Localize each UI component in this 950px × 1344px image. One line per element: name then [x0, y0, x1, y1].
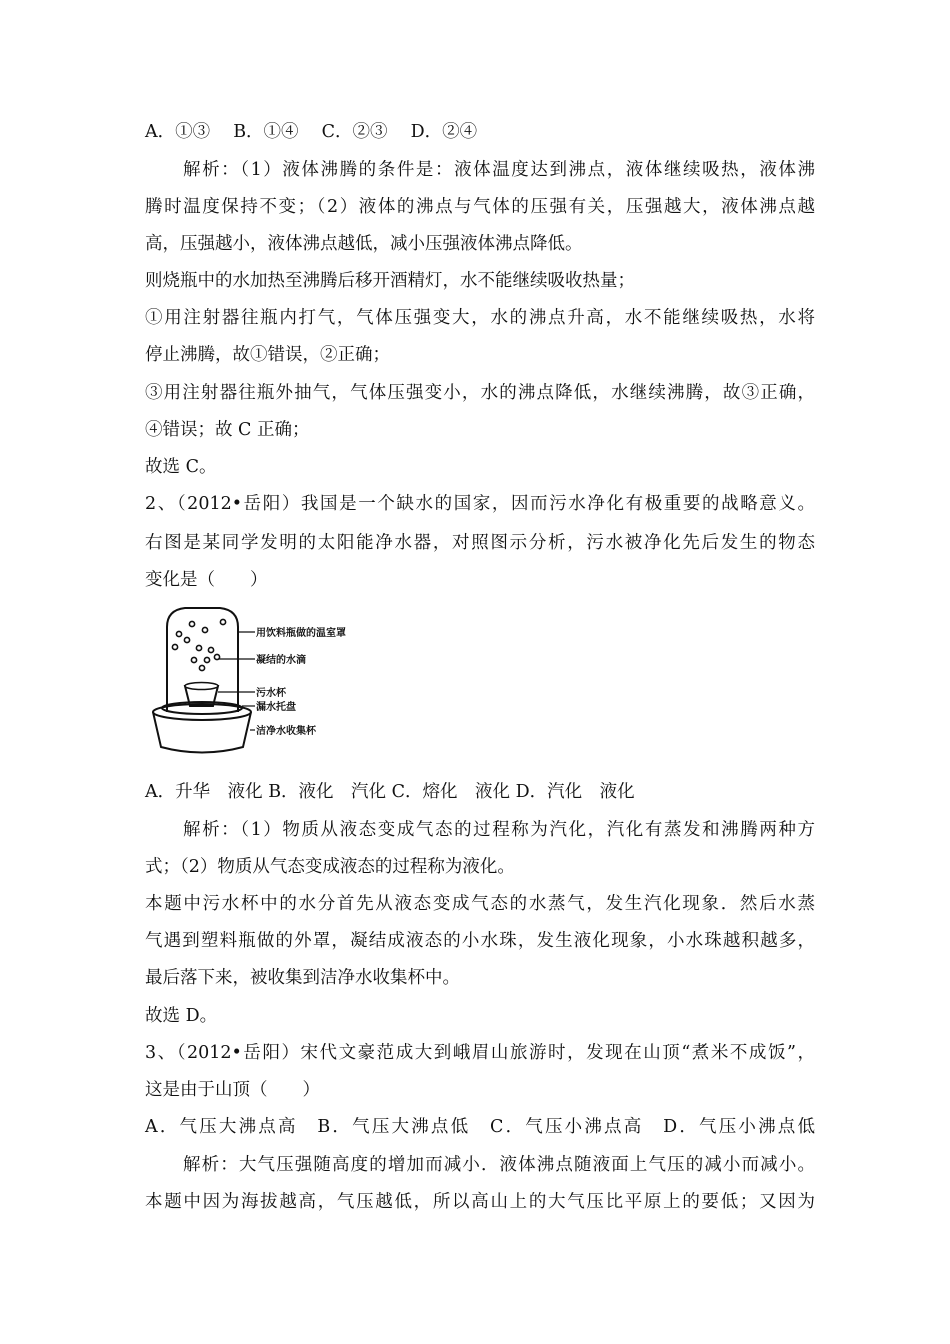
q3-analysis-line: 解析：大气压强随高度的增加而减小．液体沸点随液面上气压的减小而减小。	[183, 1155, 815, 1175]
q2-analysis-line: 式；（2）物质从气态变成液态的过程称为液化。	[145, 857, 515, 877]
q2-stem-line: 变化是（ ）	[145, 570, 268, 590]
solar-water-purifier-figure	[145, 602, 375, 762]
q1-analysis-line: 解析：（1）液体沸腾的条件是：液体温度达到沸点，液体继续吸热，液体沸	[183, 160, 815, 180]
figure-label-dome: 用饮料瓶做的温室罩	[256, 628, 346, 639]
q2-analysis-line: 最后落下来，被收集到洁净水收集杯中。	[145, 968, 460, 988]
q1-options: A．①③ B．①④ C．②③ D．②④	[145, 122, 478, 142]
figure-label-tray: 漏水托盘	[256, 702, 296, 713]
q3-stem-line: 3、（2012•岳阳）宋代文豪范成大到峨眉山旅游时，发现在山顶“煮米不成饭”，	[145, 1043, 815, 1063]
q3-analysis-line: 本题中因为海拔越高，气压越低，所以高山上的大气压比平原上的要低；又因为	[145, 1192, 815, 1212]
q1-analysis-line: ③用注射器往瓶外抽气，气体压强变小，水的沸点降低，水继续沸腾，故③正确，	[145, 383, 815, 403]
q1-analysis-line: 停止沸腾，故①错误，②正确；	[145, 345, 390, 365]
q2-stem-line: 2、（2012•岳阳）我国是一个缺水的国家，因而污水净化有极重要的战略意义。	[145, 494, 815, 514]
purifier-diagram	[145, 602, 375, 762]
q1-analysis-line: 腾时温度保持不变；（2）液体的沸点与气体的压强有关，压强越大，液体沸点越	[145, 197, 815, 217]
q2-analysis-line: 本题中污水杯中的水分首先从液态变成气态的水蒸气，发生汽化现象．然后水蒸	[145, 894, 815, 914]
q2-stem-line: 右图是某同学发明的太阳能净水器，对照图示分析，污水被净化先后发生的物态	[145, 533, 815, 553]
q1-analysis-line: ①用注射器往瓶内打气，气体压强变大，水的沸点升高，水不能继续吸热，水将	[145, 308, 815, 328]
q1-analysis-line: 高，压强越小，液体沸点越低，减小压强液体沸点降低。	[145, 234, 583, 254]
figure-label-drops: 凝结的水滴	[256, 655, 306, 666]
q1-analysis-line: 则烧瓶中的水加热至沸腾后移开酒精灯，水不能继续吸收热量；	[145, 271, 635, 291]
q3-stem-line: 这是由于山顶（ ）	[145, 1080, 320, 1100]
q2-analysis-line: 气遇到塑料瓶做的外罩，凝结成液态的小水珠，发生液化现象，小水珠越积越多，	[145, 931, 815, 951]
q1-analysis-line: ④错误；故 C 正确；	[145, 420, 310, 440]
q1-answer: 故选 C。	[145, 457, 217, 477]
q2-analysis-line: 解析：（1）物质从液态变成气态的过程称为汽化，汽化有蒸发和沸腾两种方	[183, 820, 815, 840]
q2-options: A．升华 液化 B．液化 汽化 C．熔化 液化 D．汽化 液化	[145, 782, 635, 802]
q3-options: A．气压大沸点高 B．气压大沸点低 C．气压小沸点高 D．气压小沸点低	[145, 1117, 815, 1137]
water-drops	[172, 619, 225, 670]
figure-label-collector: 洁净水收集杯	[256, 726, 316, 737]
figure-label-cup: 污水杯	[256, 688, 286, 699]
q2-answer: 故选 D。	[145, 1006, 218, 1026]
